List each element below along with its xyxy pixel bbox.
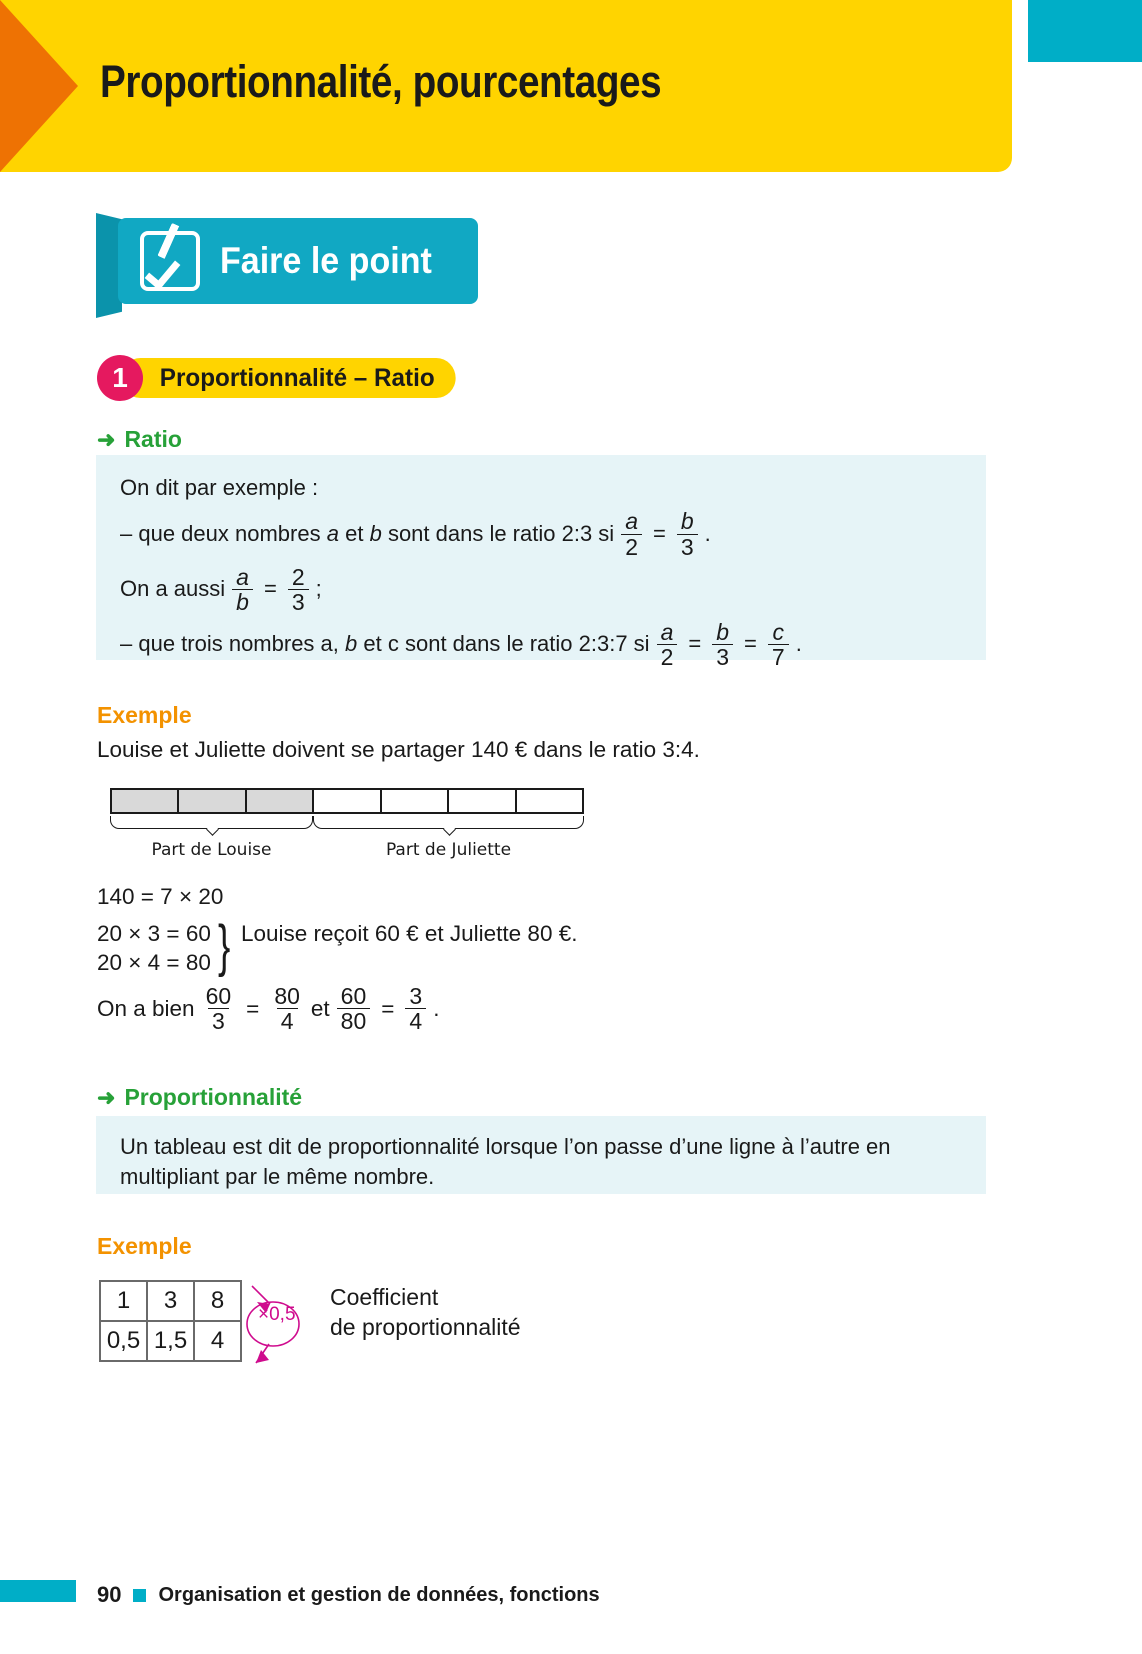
section-number-badge: 1 — [97, 355, 143, 401]
page-title: Proportionnalité, pourcentages — [100, 56, 662, 107]
fraction-a-over-2 — [621, 509, 642, 558]
example1-sentence: Louise et Juliette doivent se partager 140 € dans le ratio 3:4. — [97, 737, 700, 762]
table-cell: 3 — [147, 1281, 194, 1321]
subheading-proportionnalite-label: Proportionnalité — [124, 1084, 303, 1110]
table-row — [100, 1321, 241, 1361]
proportionnalite-table — [99, 1280, 242, 1362]
ratio-l3-before: – que trois nombres a, — [120, 631, 339, 657]
ratio-bar-diagram — [110, 788, 584, 866]
ratio-l1-after: sont dans le ratio 2:3 si — [387, 520, 615, 546]
page-title-banner — [0, 0, 1012, 172]
fraction-denominator: b — [232, 589, 253, 614]
bar-cell-empty — [449, 790, 516, 812]
ratio-line-2 — [120, 565, 962, 614]
fraction-numerator: 60 — [340, 983, 367, 1009]
ratio-l1-var-a: a — [326, 520, 339, 546]
fraction-numerator: 80 — [274, 983, 300, 1009]
page-footer — [97, 1582, 600, 1608]
verify-mid: et — [310, 995, 330, 1021]
fraction-numerator: 60 — [205, 983, 232, 1009]
equals-sign: = — [688, 631, 702, 657]
fraction-denominator: 80 — [337, 1008, 371, 1033]
checkbox-check-icon — [140, 231, 200, 291]
bar-diagram-cells — [110, 788, 584, 814]
fraction-denominator: 4 — [277, 1008, 298, 1033]
calculation-line-2: 20 × 3 = 60 — [97, 921, 211, 946]
coefficient-annotation — [244, 1280, 316, 1366]
table-row — [100, 1281, 241, 1321]
ratio-l1-end: . — [704, 520, 711, 546]
fraction-numerator: b — [680, 508, 694, 535]
ratio-line-1 — [120, 509, 962, 558]
fraction-denominator: 2 — [621, 534, 642, 559]
fraction-numerator: 3 — [409, 983, 423, 1009]
verify-end: . — [433, 995, 440, 1021]
ribbon-body — [118, 218, 478, 304]
fraction-denominator: 3 — [288, 589, 309, 614]
ratio-intro-line — [120, 473, 962, 503]
proportionnalite-definition-box — [96, 1116, 986, 1194]
coefficient-caption — [330, 1282, 521, 1343]
equals-sign: = — [263, 576, 277, 602]
coefficient-caption-line1: Coefficient — [330, 1284, 439, 1310]
brace-louise — [110, 816, 313, 829]
fraction-numerator: c — [772, 618, 785, 645]
fraction-denominator: 3 — [712, 644, 733, 669]
ratio-l3-end: . — [795, 631, 802, 657]
bar-cell-filled — [179, 790, 246, 812]
ratio-l1-before: – que deux nombres — [120, 520, 321, 546]
corner-accent-tab — [1028, 0, 1142, 62]
table-cell: 1,5 — [147, 1321, 194, 1361]
ratio-l1-var-b: b — [369, 520, 382, 546]
proportionnalite-definition-text: Un tableau est dit de proportionnalité lorsque l’on passe d’une ligne à l’autre en multipliant par le même nombre. — [120, 1134, 891, 1190]
bar-cell-empty — [382, 790, 449, 812]
subheading-ratio-label: Ratio — [124, 426, 182, 452]
arrow-right-icon: ➜ — [97, 1085, 116, 1110]
bar-cell-empty — [517, 790, 582, 812]
table-cell: 0,5 — [100, 1321, 147, 1361]
fraction-3-over-4 — [405, 984, 426, 1033]
ratio-l3-var-b: b — [345, 631, 358, 657]
fraction-c-over-7 — [768, 620, 789, 669]
bar-label-juliette: Part de Juliette — [385, 840, 512, 860]
bar-diagram-labels — [110, 840, 584, 866]
fraction-denominator: 7 — [768, 644, 789, 669]
fraction-numerator: 2 — [291, 563, 305, 590]
ratio-intro-text: On dit par exemple : — [120, 475, 319, 500]
table-cell: 1 — [100, 1281, 147, 1321]
footer-accent-bar — [0, 1580, 76, 1602]
fraction-2-over-3 — [288, 565, 309, 614]
calculation-verification — [97, 984, 439, 1033]
title-arrow-decoration — [0, 0, 78, 172]
equals-sign: = — [246, 995, 260, 1021]
subheading-ratio — [97, 426, 182, 453]
ratio-l1-mid: et — [345, 520, 364, 546]
arrow-right-icon: ➜ — [97, 427, 116, 452]
coefficient-caption-line2: de proportionnalité — [330, 1314, 521, 1341]
ribbon-label: Faire le point — [220, 240, 432, 281]
bar-cell-empty — [314, 790, 381, 812]
fraction-numerator: a — [660, 618, 674, 645]
coefficient-value: ×0,5 — [258, 1304, 296, 1325]
fraction-numerator: a — [625, 508, 638, 535]
bar-label-louise: Part de Louise — [151, 840, 272, 860]
fraction-numerator: a — [236, 563, 249, 590]
fraction-60-over-3 — [202, 984, 236, 1033]
bar-diagram-braces — [110, 814, 584, 834]
calculation-result-text: Louise reçoit 60 € et Juliette 80 €. — [241, 921, 578, 946]
calculation-brace: } — [218, 912, 231, 978]
ratio-l3-mid: et c sont dans le ratio 2:3:7 si — [363, 631, 650, 657]
proportionnalite-example — [99, 1280, 521, 1366]
table-cell: 8 — [194, 1281, 241, 1321]
footer-chapter-text: Organisation et gestion de données, fonctions — [158, 1583, 600, 1606]
fraction-80-over-4 — [270, 984, 304, 1033]
fraction-denominator: 4 — [405, 1008, 426, 1033]
verify-before: On a bien — [97, 995, 195, 1021]
fraction-60-over-80 — [337, 984, 371, 1033]
section-heading — [97, 355, 466, 401]
fraction-b-over-3 — [677, 509, 698, 558]
fraction-denominator: 3 — [677, 534, 698, 559]
calculation-line-3: 20 × 4 = 80 — [97, 950, 211, 975]
fraction-a-over-2-triple — [657, 620, 678, 669]
brace-juliette — [313, 816, 584, 829]
footer-square-icon — [133, 1589, 146, 1602]
equals-sign: = — [652, 520, 666, 546]
equals-sign: = — [744, 631, 757, 657]
fraction-b-over-3-triple — [712, 620, 733, 669]
fraction-numerator: b — [716, 618, 730, 645]
ratio-l2-end: ; — [315, 576, 322, 602]
exemple-label-1: Exemple — [97, 702, 192, 728]
table-cell: 4 — [194, 1321, 241, 1361]
bar-cell-filled — [247, 790, 314, 812]
ratio-line-3 — [120, 620, 962, 669]
calculation-line-1: 140 = 7 × 20 — [97, 884, 224, 909]
ratio-l2-before: On a aussi — [120, 576, 226, 602]
page-number: 90 — [97, 1582, 122, 1607]
fraction-denominator: 2 — [657, 644, 678, 669]
subheading-proportionnalite — [97, 1084, 302, 1111]
fraction-a-over-b — [232, 565, 253, 614]
equals-sign: = — [381, 995, 395, 1021]
exemple-label-2: Exemple — [97, 1233, 192, 1259]
bar-cell-filled — [112, 790, 179, 812]
ratio-definition-box — [96, 455, 986, 671]
section-title: Proportionnalité – Ratio — [121, 358, 456, 398]
fraction-denominator: 3 — [208, 1008, 229, 1033]
